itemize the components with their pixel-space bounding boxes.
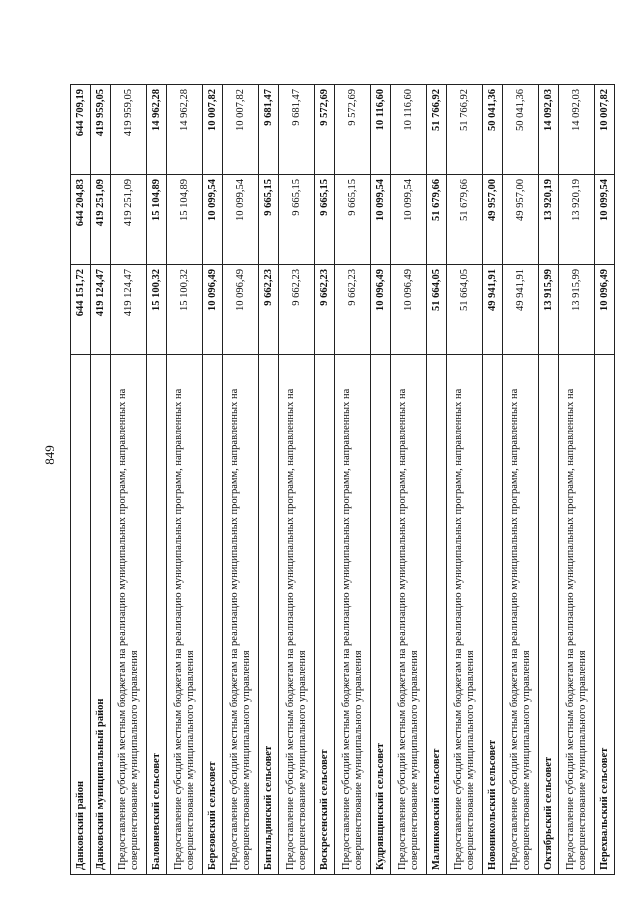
value-cell-year-3: 51 766,92 bbox=[427, 85, 447, 175]
value-cell-year-2: 13 920,19 bbox=[539, 175, 559, 265]
value-cell-year-1: 49 941,91 bbox=[483, 265, 503, 355]
value-cell-year-2: 51 679,66 bbox=[427, 175, 447, 265]
value-cell-year-1: 10 096,49 bbox=[595, 265, 615, 355]
name-cell: Малинковский сельсовет bbox=[427, 355, 447, 875]
name-cell: Предоставление субсидий местным бюджетам на реализацию муниципальных программ, направленных на совершенствование муниципального управления bbox=[503, 355, 539, 875]
value-cell-year-3: 10 007,82 bbox=[203, 85, 223, 175]
value-cell-year-1: 9 662,23 bbox=[335, 265, 371, 355]
page-number: 849 bbox=[42, 445, 57, 465]
table-row bbox=[111, 85, 147, 875]
value-cell-year-2: 15 104,89 bbox=[167, 175, 203, 265]
table-body bbox=[71, 85, 615, 875]
value-cell-year-3: 9 572,69 bbox=[315, 85, 335, 175]
value-cell-year-2: 13 920,19 bbox=[559, 175, 595, 265]
value-cell-year-2: 9 665,15 bbox=[315, 175, 335, 265]
value-cell-year-2: 9 665,15 bbox=[279, 175, 315, 265]
value-cell-year-2: 51 679,66 bbox=[447, 175, 483, 265]
value-cell-year-1: 51 664,05 bbox=[447, 265, 483, 355]
table-row bbox=[279, 85, 315, 875]
value-cell-year-3: 14 962,28 bbox=[147, 85, 167, 175]
value-cell-year-1: 9 662,23 bbox=[259, 265, 279, 355]
value-cell-year-3: 10 116,60 bbox=[391, 85, 427, 175]
value-cell-year-3: 419 959,05 bbox=[111, 85, 147, 175]
table-row bbox=[223, 85, 259, 875]
table-row bbox=[335, 85, 371, 875]
name-cell: Перехвальский сельсовет bbox=[595, 355, 615, 875]
value-cell-year-1: 51 664,05 bbox=[427, 265, 447, 355]
value-cell-year-2: 644 204,83 bbox=[71, 175, 91, 265]
name-cell: Кудрявщинский сельсовет bbox=[371, 355, 391, 875]
value-cell-year-1: 419 124,47 bbox=[91, 265, 111, 355]
name-cell: Предоставление субсидий местным бюджетам на реализацию муниципальных программ, направленных на совершенствование муниципального управления bbox=[559, 355, 595, 875]
rotated-table bbox=[70, 85, 615, 875]
budget-table bbox=[70, 84, 615, 875]
value-cell-year-2: 419 251,09 bbox=[111, 175, 147, 265]
value-cell-year-2: 49 957,00 bbox=[483, 175, 503, 265]
name-cell: Предоставление субсидий местным бюджетам на реализацию муниципальных программ, направленных на совершенствование муниципального управления bbox=[223, 355, 259, 875]
value-cell-year-2: 419 251,09 bbox=[91, 175, 111, 265]
value-cell-year-3: 10 116,60 bbox=[371, 85, 391, 175]
table-row-heading bbox=[315, 85, 335, 875]
value-cell-year-3: 51 766,92 bbox=[447, 85, 483, 175]
value-cell-year-2: 9 665,15 bbox=[335, 175, 371, 265]
value-cell-year-3: 14 092,03 bbox=[559, 85, 595, 175]
value-cell-year-3: 14 092,03 bbox=[539, 85, 559, 175]
table-row-heading bbox=[539, 85, 559, 875]
value-cell-year-2: 10 099,54 bbox=[391, 175, 427, 265]
table-row-heading bbox=[91, 85, 111, 875]
name-cell: Бигильдинский сельсовет bbox=[259, 355, 279, 875]
name-cell: Предоставление субсидий местным бюджетам на реализацию муниципальных программ, направленных на совершенствование муниципального управления bbox=[111, 355, 147, 875]
name-cell: Воскресенский сельсовет bbox=[315, 355, 335, 875]
value-cell-year-3: 9 572,69 bbox=[335, 85, 371, 175]
value-cell-year-3: 10 007,82 bbox=[595, 85, 615, 175]
value-cell-year-2: 10 099,54 bbox=[203, 175, 223, 265]
table-row bbox=[559, 85, 595, 875]
value-cell-year-1: 10 096,49 bbox=[203, 265, 223, 355]
value-cell-year-1: 15 100,32 bbox=[147, 265, 167, 355]
value-cell-year-1: 419 124,47 bbox=[111, 265, 147, 355]
value-cell-year-1: 10 096,49 bbox=[223, 265, 259, 355]
name-cell: Данковский район bbox=[71, 355, 91, 875]
name-cell: Предоставление субсидий местным бюджетам на реализацию муниципальных программ, направленных на совершенствование муниципального управления bbox=[335, 355, 371, 875]
table-row bbox=[447, 85, 483, 875]
value-cell-year-3: 14 962,28 bbox=[167, 85, 203, 175]
value-cell-year-1: 49 941,91 bbox=[503, 265, 539, 355]
value-cell-year-3: 419 959,05 bbox=[91, 85, 111, 175]
value-cell-year-1: 10 096,49 bbox=[371, 265, 391, 355]
value-cell-year-3: 50 041,36 bbox=[503, 85, 539, 175]
value-cell-year-1: 15 100,32 bbox=[167, 265, 203, 355]
table-row-heading bbox=[483, 85, 503, 875]
value-cell-year-1: 9 662,23 bbox=[279, 265, 315, 355]
value-cell-year-2: 10 099,54 bbox=[595, 175, 615, 265]
value-cell-year-3: 9 681,47 bbox=[279, 85, 315, 175]
name-cell: Предоставление субсидий местным бюджетам на реализацию муниципальных программ, направленных на совершенствование муниципального управления bbox=[167, 355, 203, 875]
value-cell-year-1: 644 151,72 bbox=[71, 265, 91, 355]
value-cell-year-2: 10 099,54 bbox=[371, 175, 391, 265]
table-row-heading bbox=[147, 85, 167, 875]
table-row bbox=[167, 85, 203, 875]
name-cell: Предоставление субсидий местным бюджетам на реализацию муниципальных программ, направленных на совершенствование муниципального управления bbox=[391, 355, 427, 875]
name-cell: Предоставление субсидий местным бюджетам на реализацию муниципальных программ, направленных на совершенствование муниципального управления bbox=[279, 355, 315, 875]
value-cell-year-2: 49 957,00 bbox=[503, 175, 539, 265]
value-cell-year-1: 9 662,23 bbox=[315, 265, 335, 355]
name-cell: Березовский сельсовет bbox=[203, 355, 223, 875]
value-cell-year-3: 50 041,36 bbox=[483, 85, 503, 175]
table-row-heading bbox=[371, 85, 391, 875]
value-cell-year-3: 9 681,47 bbox=[259, 85, 279, 175]
name-cell: Октябрьский сельсовет bbox=[539, 355, 559, 875]
name-cell: Баловневский сельсовет bbox=[147, 355, 167, 875]
value-cell-year-2: 9 665,15 bbox=[259, 175, 279, 265]
table-row-heading bbox=[203, 85, 223, 875]
table-row bbox=[391, 85, 427, 875]
value-cell-year-3: 644 709,19 bbox=[71, 85, 91, 175]
value-cell-year-1: 13 915,99 bbox=[559, 265, 595, 355]
name-cell: Предоставление субсидий местным бюджетам на реализацию муниципальных программ, направленных на совершенствование муниципального управления bbox=[447, 355, 483, 875]
table-row-heading bbox=[71, 85, 91, 875]
value-cell-year-1: 13 915,99 bbox=[539, 265, 559, 355]
table-row-heading bbox=[427, 85, 447, 875]
table-row-heading bbox=[595, 85, 615, 875]
name-cell: Новоникольский сельсовет bbox=[483, 355, 503, 875]
value-cell-year-2: 10 099,54 bbox=[223, 175, 259, 265]
budget-table-container bbox=[70, 85, 615, 875]
table-row bbox=[503, 85, 539, 875]
name-cell: Данковский муниципальный район bbox=[91, 355, 111, 875]
value-cell-year-2: 15 104,89 bbox=[147, 175, 167, 265]
value-cell-year-3: 10 007,82 bbox=[223, 85, 259, 175]
table-row-heading bbox=[259, 85, 279, 875]
value-cell-year-1: 10 096,49 bbox=[391, 265, 427, 355]
